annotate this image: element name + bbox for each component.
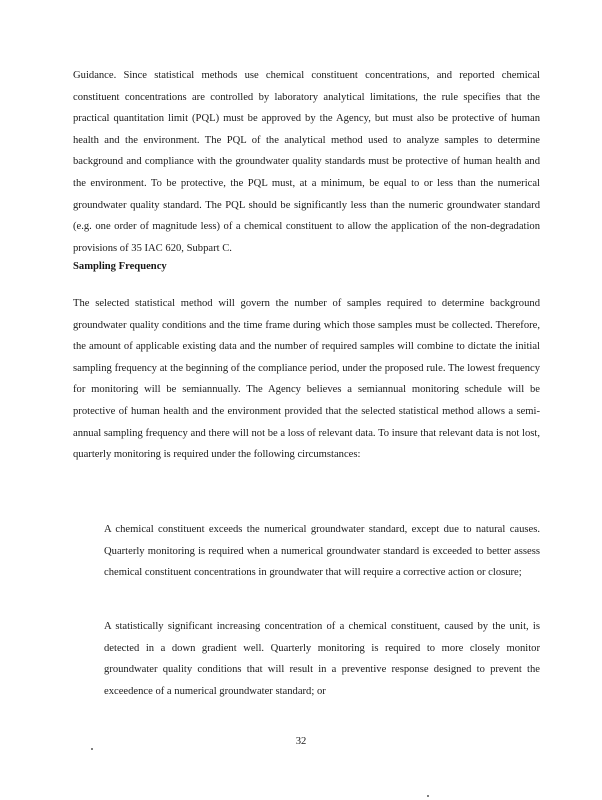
- page-number: 32: [295, 736, 307, 747]
- section-heading: Sampling Frequency: [73, 261, 167, 272]
- scan-speck: [91, 748, 93, 750]
- indented-paragraph-increasing-concentration: A statistically significant increasing concentration of a chemical constituent, caused by the unit, is detected in a down gradient well. Quarterly monitoring is required to more closely monitor groundwater quality conditions that will result in a preventive response designed to prevent the exceedence of a numerical groundwater standard; or: [104, 621, 540, 697]
- scan-speck: [427, 795, 429, 797]
- indented-paragraph-exceedance: A chemical constituent exceeds the numerical groundwater standard, except due to natural causes. Quarterly monitoring is required when a numerical groundwater standard is exceeded to better assess chemical constituent concentrations in groundwater that will require a corrective action or closure;: [104, 524, 540, 579]
- paragraph-sampling-frequency: The selected statistical method will govern the number of samples required to determine background groundwater quality conditions and the time frame during which those samples must be collected. Therefore, the amount of applicable existing data and the number of required samples will combine to dictate the initial sampling frequency at the beginning of the compliance period, under the proposed rule. The lowest frequency for monitoring will be semiannually. The Agency believes a semiannual monitoring schedule will be protective of human health and the environment provided that the selected statistical method allows a semi-annual sampling frequency and there will not be a loss of relevant data. To insure that relevant data is not lost, quarterly monitoring is required under the following circumstances:: [73, 298, 540, 461]
- paragraph-guidance: Guidance. Since statistical methods use chemical constituent concentrations, and reported chemical constituent concentrations are controlled by laboratory analytical limitations, the rule specifies that the practical quantitation limit (PQL) must be approved by the Agency, but must also be protective of human health and the environment. The PQL of the analytical method used to analyze samples to determine background and compliance with the groundwater quality standards must be protective of human health and the environment. To be protective, the PQL must, at a minimum, be equal to or less than the numerical groundwater quality standard. The PQL should be significantly less than the numeric groundwater standard (e.g. one order of magnitude less) of a chemical constituent to allow the application of the non-degradation provisions of 35 IAC 620, Subpart C.: [73, 70, 540, 254]
